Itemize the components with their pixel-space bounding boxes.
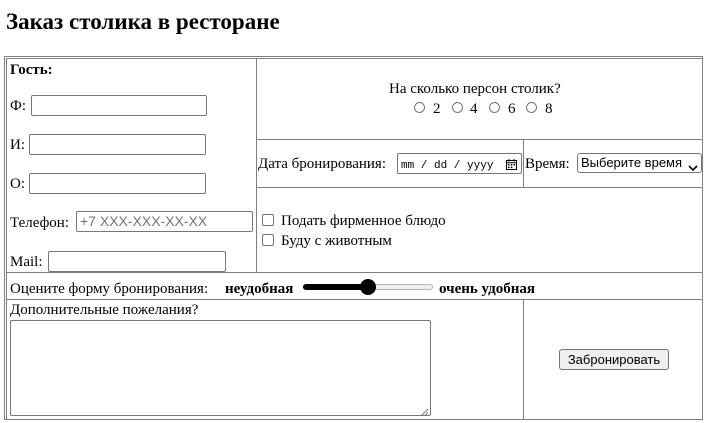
persons-option-4: 4 <box>470 101 478 117</box>
date-field[interactable] <box>397 153 522 174</box>
wishes-label: Дополнительные пожелания? <box>10 302 199 318</box>
submit-cell <box>523 299 703 420</box>
calendar-icon[interactable] <box>506 157 517 168</box>
submit-button[interactable]: Забронировать <box>559 349 669 370</box>
last-name-field[interactable] <box>31 95 207 116</box>
persons-question: На сколько персон столик? <box>389 81 561 97</box>
page-title: Заказ столика в ресторане <box>6 9 280 34</box>
persons-option-8: 8 <box>545 101 553 117</box>
with-pet-label: Буду с животным <box>281 233 392 249</box>
rating-max-label: очень удобная <box>439 281 535 297</box>
persons-radio-8[interactable] <box>526 102 537 113</box>
persons-cell <box>256 58 703 140</box>
slider-fill <box>303 284 368 290</box>
time-select-value: Выберите время <box>581 155 683 170</box>
patronymic-field[interactable] <box>29 173 206 194</box>
rating-min-label: неудобная <box>225 281 294 297</box>
date-label: Дата бронирования: <box>258 156 386 172</box>
time-cell <box>523 139 703 188</box>
persons-radio-6[interactable] <box>489 102 500 113</box>
persons-option-6: 6 <box>508 101 516 117</box>
wishes-textarea[interactable] <box>10 320 431 416</box>
rating-label: Оцените форму бронирования: <box>10 281 209 297</box>
mail-field[interactable] <box>48 251 226 272</box>
wishes-cell <box>6 299 524 420</box>
booking-form-table <box>4 56 703 420</box>
mail-label: Mail: <box>10 254 43 270</box>
rating-cell <box>6 272 703 300</box>
signature-dish-checkbox[interactable] <box>262 214 274 226</box>
guest-cell <box>6 58 257 273</box>
time-label: Время: <box>525 156 570 172</box>
first-name-label: И: <box>10 137 25 153</box>
last-name-label: Ф: <box>10 98 27 114</box>
options-cell <box>256 187 703 273</box>
chevron-down-icon <box>688 159 698 167</box>
phone-field[interactable] <box>76 211 253 232</box>
persons-radio-2[interactable] <box>414 102 425 113</box>
phone-placeholder: +7 XXX-XXX-XX-XX <box>80 213 208 229</box>
persons-radio-4[interactable] <box>452 102 463 113</box>
time-select[interactable] <box>577 153 702 173</box>
slider-thumb[interactable] <box>360 279 376 295</box>
date-placeholder: mm / dd / yyyy <box>401 160 494 172</box>
guest-heading: Гость: <box>10 62 53 78</box>
rating-slider[interactable] <box>303 279 433 295</box>
persons-option-2: 2 <box>433 101 441 117</box>
phone-label: Телефон: <box>10 215 69 231</box>
date-cell <box>256 139 524 188</box>
patronymic-label: О: <box>10 176 25 192</box>
first-name-field[interactable] <box>29 134 206 155</box>
resize-handle-icon[interactable] <box>420 405 429 414</box>
with-pet-checkbox[interactable] <box>262 234 274 246</box>
signature-dish-label: Подать фирменное блюдо <box>281 213 446 229</box>
